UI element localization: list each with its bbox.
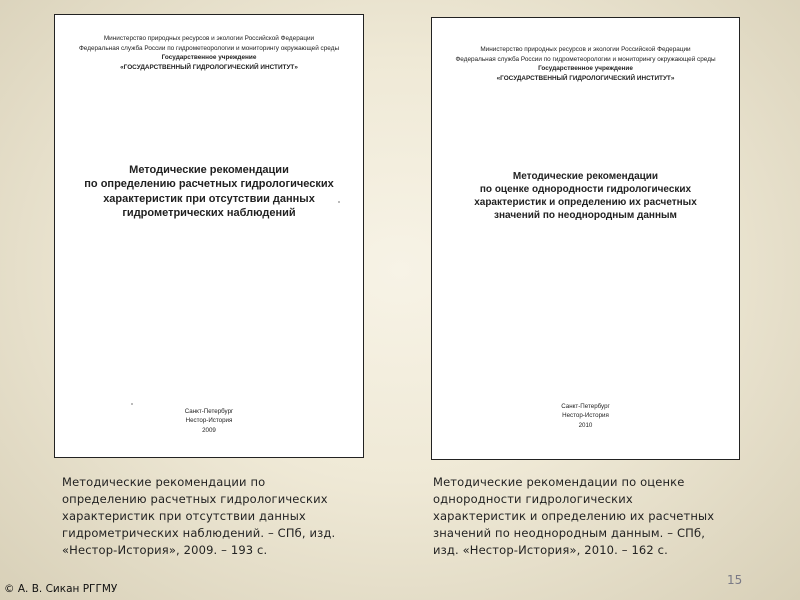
city-text: Санкт-Петербург (561, 403, 610, 410)
title-line: значений по неоднородным данным (494, 210, 677, 221)
caption-line: характеристик и определению их расчетных (433, 509, 715, 523)
year-text: 2010 (578, 421, 593, 429)
title-line: Методические рекомендации (512, 171, 659, 182)
publisher-text: Нестор-История (185, 417, 233, 425)
author-credit: © А. В. Сикан РГГМУ (4, 583, 118, 595)
title-line: Методические рекомендации (129, 164, 289, 176)
caption-line: характеристик при отсутствии данных (62, 509, 306, 523)
year-text: 2009 (202, 426, 216, 434)
scan-speck (131, 403, 133, 405)
title-line: характеристик при отсутствии данных (103, 192, 315, 205)
publisher-text: Нестор-История (562, 412, 609, 420)
ministry-text: Министерство природных ресурсов и экологии Российской Федерации (103, 35, 315, 42)
scan-speck (338, 201, 340, 203)
caption-line: определению расчетных гидрологических (62, 492, 328, 506)
caption-line: изд. «Нестор-История», 2010. – 162 с. (433, 543, 668, 557)
ministry-text: Министерство природных ресурсов и экологии Российской Федерации (480, 46, 691, 53)
institute-name-text: «ГОСУДАРСТВЕННЫЙ ГИДРОЛОГИЧЕСКИЙ ИНСТИТУТ» (496, 74, 675, 82)
caption-line: Методические рекомендации по оценке (433, 475, 685, 489)
service-text: Федеральная служба России по гидрометеорологии и мониторингу окружающей среды (78, 44, 340, 52)
cover-title (440, 170, 731, 222)
cover-imprint (432, 402, 739, 430)
title-line: по оценке однородности гидрологических (479, 184, 692, 195)
caption-left (62, 474, 392, 559)
book-cover-left (54, 14, 364, 458)
caption-line: гидрометрических наблюдений. – СПб, изд. (62, 526, 336, 540)
page-number: 15 (727, 573, 743, 587)
city-text: Санкт-Петербург (184, 408, 234, 415)
cover-header (55, 34, 363, 72)
institute-name-text: «ГОСУДАРСТВЕННЫЙ ГИДРОЛОГИЧЕСКИЙ ИНСТИТУТ» (120, 63, 298, 71)
title-line: характеристик и определению их расчетных (474, 197, 697, 208)
cover-title (63, 163, 355, 220)
title-line: гидрометрических наблюдений (122, 206, 296, 219)
caption-line: «Нестор-История», 2009. – 193 с. (62, 543, 268, 557)
caption-line: значений по неоднородным данным. – СПб, (433, 526, 706, 540)
cover-header (432, 45, 739, 83)
service-text: Федеральная служба России по гидрометеорологии и мониторингу окружающей среды (455, 55, 716, 63)
book-cover-right (431, 17, 740, 460)
caption-line: Методические рекомендации по (62, 475, 266, 489)
caption-line: однородности гидрологических (433, 492, 633, 506)
institution-type-text: Государственное учреждение (161, 54, 257, 62)
institution-type-text: Государственное учреждение (538, 65, 633, 73)
title-line: по определению расчетных гидрологических (84, 178, 334, 191)
caption-right (433, 474, 773, 559)
cover-imprint (55, 407, 363, 435)
